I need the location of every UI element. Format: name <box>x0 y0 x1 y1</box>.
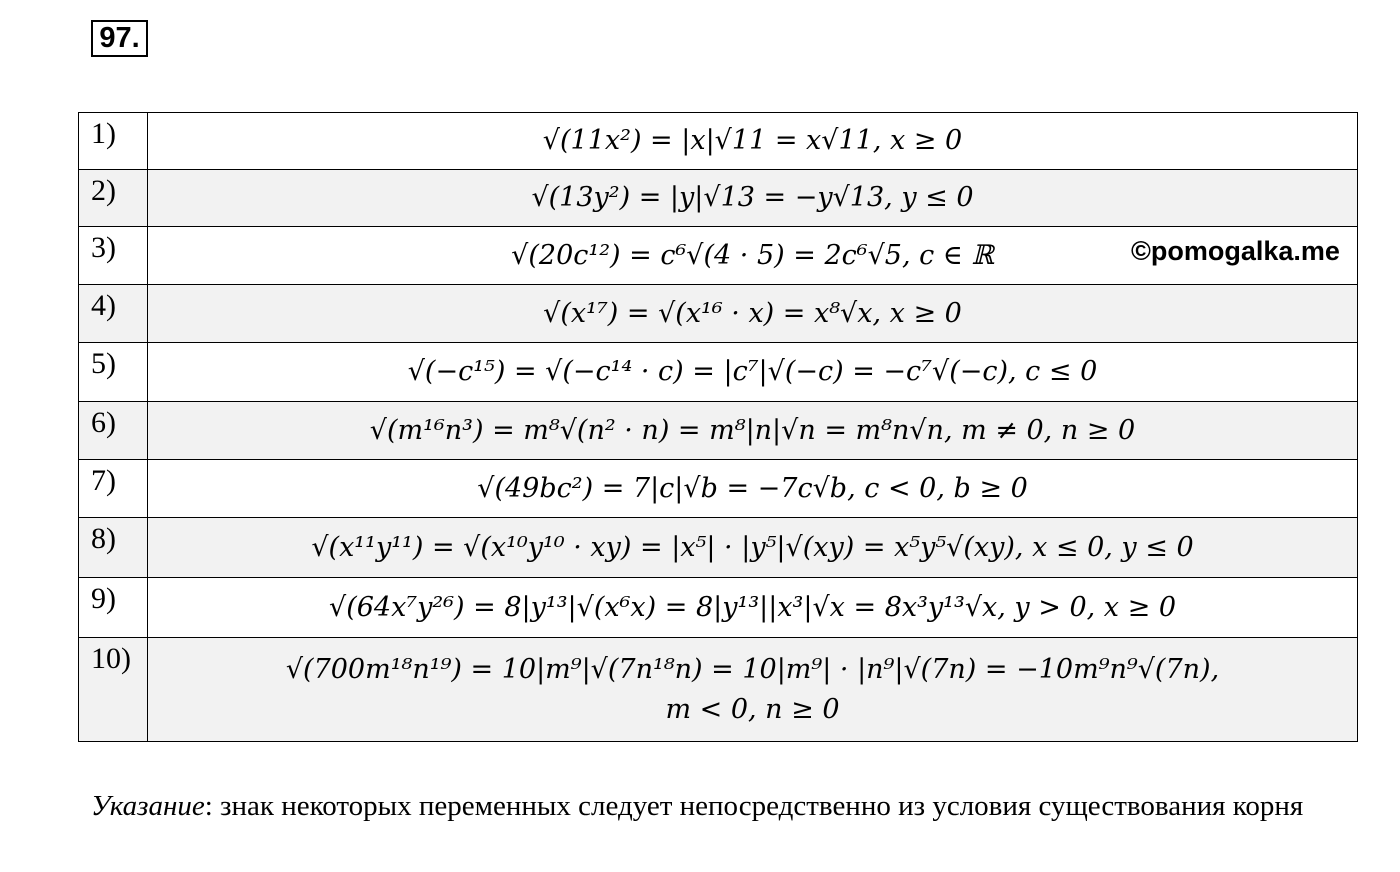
row-formula: √(13y²) = |y|√13 = −y√13, y ≤ 0 <box>148 170 1358 227</box>
row-formula: √(64x⁷y²⁶) = 8|y¹³|√(x⁶x) = 8|y¹³||x³|√x = 8x³y¹³√x, y > 0, x ≥ 0 <box>148 578 1358 638</box>
row-number: 10) <box>79 638 148 742</box>
row-number: 8) <box>79 518 148 578</box>
table-row <box>79 285 1358 343</box>
row-formula: √(49bc²) = 7|c|√b = −7c√b, c < 0, b ≥ 0 <box>148 460 1358 518</box>
table-row <box>79 113 1358 170</box>
row-formula: √(x¹⁷) = √(x¹⁶ · x) = x⁸√x, x ≥ 0 <box>148 285 1358 343</box>
row-number: 9) <box>79 578 148 638</box>
row-formula-line-1: √(700m¹⁸n¹⁹) = 10|m⁹|√(7n¹⁸n) = 10|m⁹| · |n⁹|√(7n) = −10m⁹n⁹√(7n), <box>285 653 1220 685</box>
row-formula: √(x¹¹y¹¹) = √(x¹⁰y¹⁰ · xy) = |x⁵| · |y⁵|√(xy) = x⁵y⁵√(xy), x ≤ 0, y ≤ 0 <box>148 518 1358 578</box>
row-formula: √(20c¹²) = c⁶√(4 · 5) = 2c⁶√5, c ∈ ℝ <box>148 227 1358 285</box>
row-number: 1) <box>79 113 148 170</box>
row-number: 6) <box>79 402 148 460</box>
table-row <box>79 638 1358 742</box>
row-formula-line-2: m < 0, n ≥ 0 <box>665 693 840 725</box>
row-formula: √(11x²) = |x|√11 = x√11, x ≥ 0 <box>148 113 1358 170</box>
hint-label: Указание <box>91 790 205 822</box>
hint-note <box>91 784 1351 828</box>
row-number: 2) <box>79 170 148 227</box>
row-number: 4) <box>79 285 148 343</box>
row-number: 3) <box>79 227 148 285</box>
row-number: 7) <box>79 460 148 518</box>
solution-table <box>78 112 1358 742</box>
watermark: ©pomogalka.me <box>1131 236 1340 266</box>
table-row <box>79 343 1358 402</box>
row-formula: √(−c¹⁵) = √(−c¹⁴ · c) = |c⁷|√(−c) = −c⁷√(−c), c ≤ 0 <box>148 343 1358 402</box>
table-row <box>79 402 1358 460</box>
hint-text: : знак некоторых переменных следует непосредственно из условия существования корня <box>204 790 1304 822</box>
row-number: 5) <box>79 343 148 402</box>
table-row <box>79 578 1358 638</box>
row-formula-multiline <box>148 638 1358 742</box>
row-formula: √(m¹⁶n³) = m⁸√(n² · n) = m⁸|n|√n = m⁸n√n, m ≠ 0, n ≥ 0 <box>148 402 1358 460</box>
table-row <box>79 518 1358 578</box>
table-row <box>79 170 1358 227</box>
table-row <box>79 460 1358 518</box>
exercise-number: 97. <box>91 20 148 57</box>
